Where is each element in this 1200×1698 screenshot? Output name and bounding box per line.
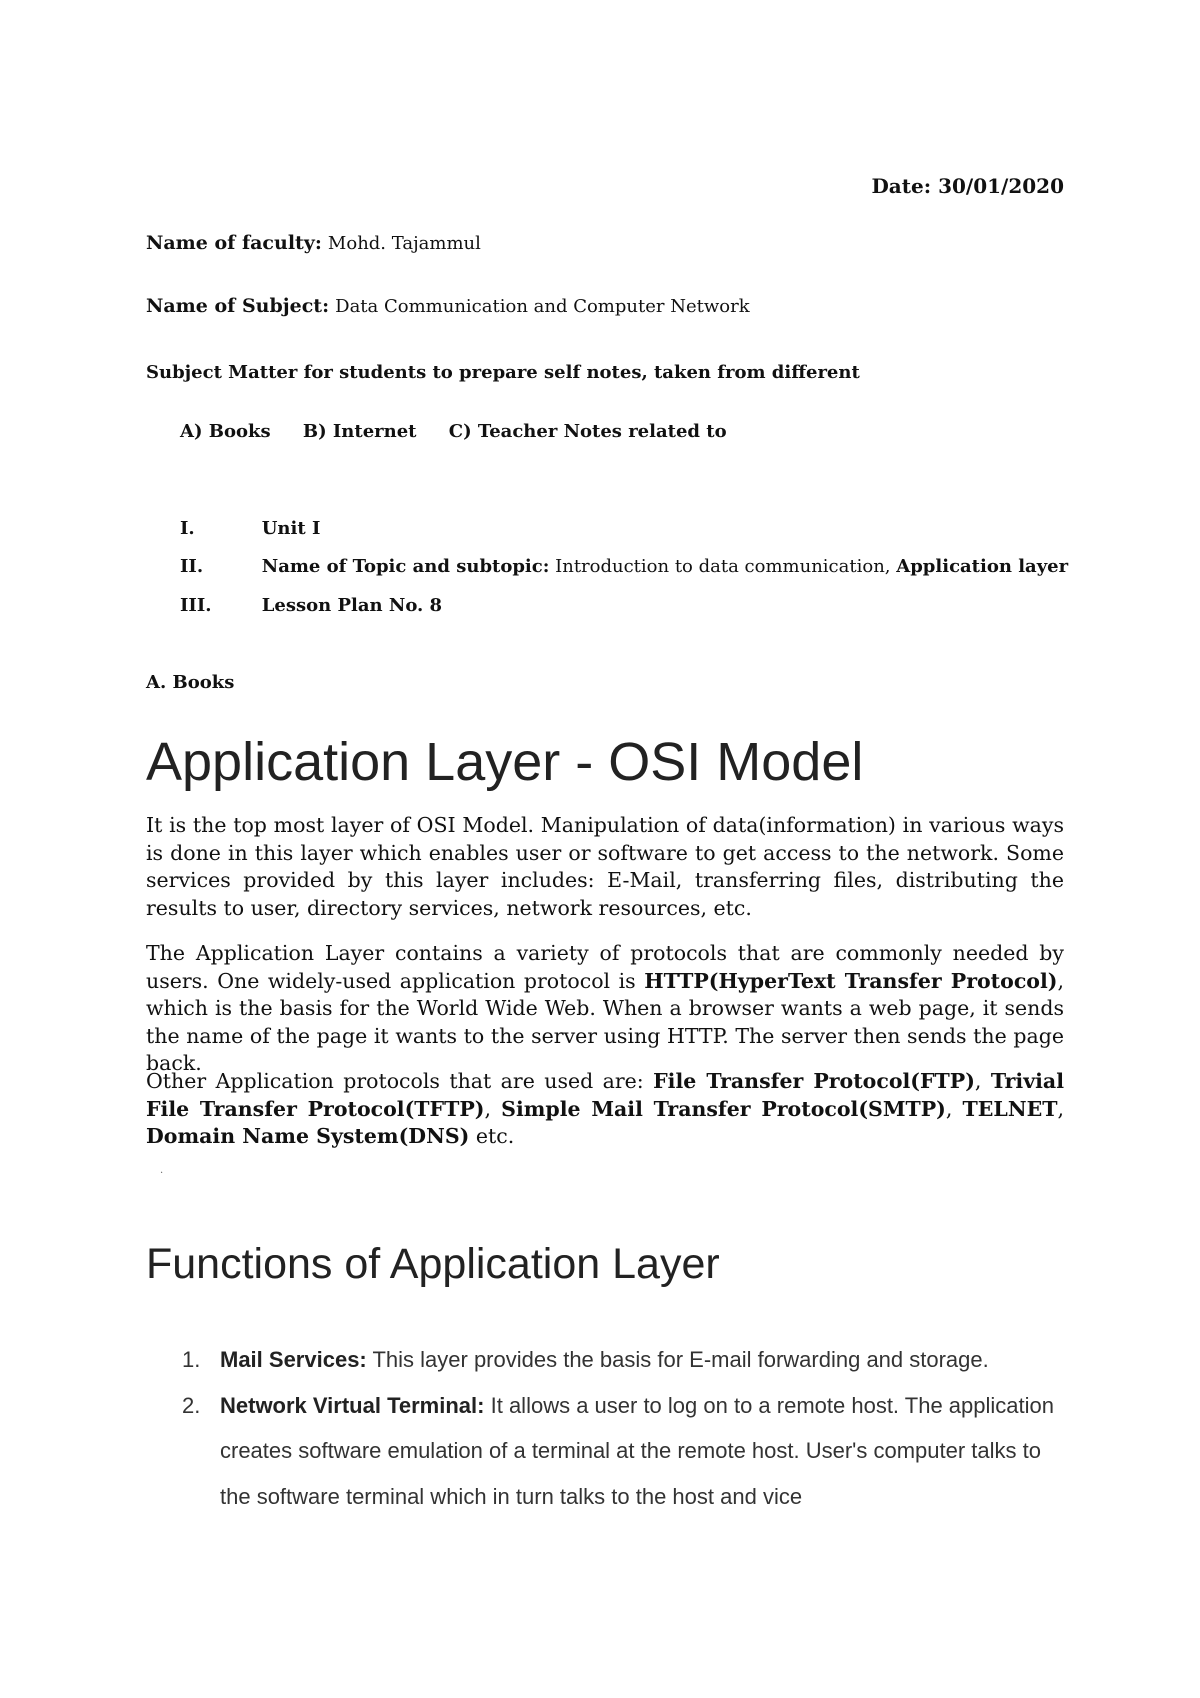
sources-line: [180, 421, 753, 442]
subject-matter: Subject Matter for students to prepare self notes, taken from different: [146, 362, 860, 383]
outline-extra: Application layer: [896, 556, 1069, 577]
p3-post: etc.: [469, 1124, 515, 1148]
functions-heading: Functions of Application Layer: [146, 1240, 720, 1288]
outline-item: [180, 595, 442, 616]
source-books: A) Books: [180, 421, 271, 442]
p2-pre: The Application Layer contains a variety of protocols that are commonly needed by users. One widely-used application protocol is: [146, 941, 1064, 993]
separator: ,: [484, 1096, 502, 1121]
outline-value: Introduction to data communication,: [555, 556, 891, 577]
outline-label: Name of Topic and subtopic:: [261, 556, 550, 577]
function-text: It allows a user to log on to a remote host. The application creates software emulation of a terminal at the remote host. User's computer talks to the software terminal which in turn talks to the host and vice: [220, 1392, 1054, 1509]
subject-line: [146, 295, 750, 317]
list-number: 1.: [182, 1347, 201, 1372]
http-term: HTTP(HyperText Transfer Protocol): [644, 968, 1058, 993]
date-line: [871, 174, 1064, 198]
date-value: 30/01/2020: [938, 174, 1064, 198]
outline-label: Lesson Plan No. 8: [261, 595, 443, 616]
separator: ,: [945, 1096, 963, 1121]
outline-item: [180, 556, 1068, 577]
source-teacher-notes: C) Teacher Notes related to: [448, 421, 727, 442]
faculty-value: Mohd. Tajammul: [327, 233, 481, 254]
faculty-line: [146, 232, 481, 254]
outline-num: III.: [180, 595, 212, 616]
p2-post: , which is the basis for the World Wide Web. When a browser wants a web page, it sends the name of the page it wants to the server using HTTP. The server then sends the page back.: [146, 968, 1064, 1075]
date-label: Date:: [871, 174, 932, 198]
protocol-ftp: File Transfer Protocol(FTP): [653, 1069, 975, 1093]
outline-num: I.: [180, 518, 195, 539]
faculty-label: Name of faculty:: [146, 232, 322, 254]
source-internet: B) Internet: [302, 421, 417, 442]
outline-num: II.: [180, 556, 204, 577]
functions-list: [146, 1337, 1076, 1519]
list-item: [146, 1337, 1076, 1383]
outline-item: [180, 518, 320, 539]
protocol-telnet: TELNET: [962, 1096, 1058, 1121]
protocol-dns: Domain Name System(DNS): [146, 1124, 470, 1148]
osi-paragraph-1: It is the top most layer of OSI Model. Manipulation of data(information) in various ways is done in this layer which enables user or software to get access to the network. Some services provided by this layer includes: E-Mail, transferring files, distributing the results to user, directory services, network resources, etc.: [146, 813, 1064, 920]
separator: ,: [974, 1069, 991, 1093]
stray-dot: .: [160, 1165, 164, 1176]
osi-heading: Application Layer - OSI Model: [146, 732, 864, 792]
outline-label: Unit I: [261, 518, 321, 539]
function-text: This layer provides the basis for E-mail forwarding and storage.: [372, 1347, 989, 1372]
osi-paragraph-2: [146, 940, 1064, 1078]
section-a-books: A. Books: [146, 672, 235, 693]
protocol-tftp: Trivial File Transfer Protocol(TFTP): [146, 1069, 1064, 1121]
function-label: Mail Services:: [220, 1347, 367, 1372]
subject-label: Name of Subject:: [146, 295, 330, 317]
subject-value: Data Communication and Computer Network: [335, 296, 750, 317]
function-label: Network Virtual Terminal:: [220, 1392, 485, 1418]
list-number: 2.: [182, 1392, 201, 1418]
separator: ,: [1057, 1096, 1064, 1121]
osi-paragraph-3: [146, 1068, 1064, 1151]
protocol-smtp: Simple Mail Transfer Protocol(SMTP): [501, 1096, 946, 1121]
list-item: [146, 1383, 1076, 1520]
p3-pre: Other Application protocols that are used are:: [146, 1069, 644, 1093]
